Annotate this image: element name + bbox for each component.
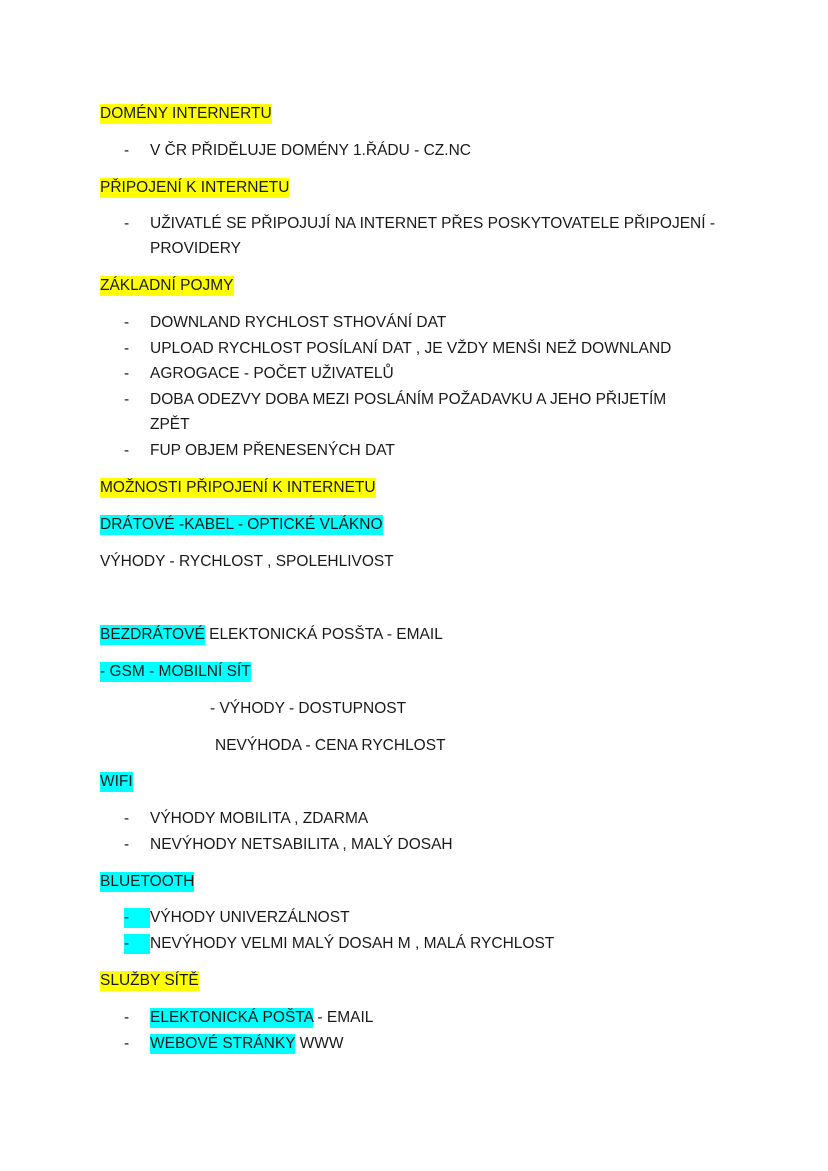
wireless-line: [100, 625, 443, 645]
list-item: AGROGACE - POČET UŽIVATELŮ: [150, 365, 394, 382]
heading-connection-text: PŘIPOJENÍ K INTERNETU: [100, 179, 290, 196]
list-item: VÝHODY UNIVERZÁLNOST: [150, 909, 350, 926]
gsm-cons: NEVÝHODA - CENA RYCHLOST: [215, 737, 446, 754]
heading-basics-text: ZÁKLADNÍ POJMY: [100, 277, 234, 294]
service-web-highlight: WEBOVÉ STRÁNKY: [150, 1035, 296, 1052]
heading-options-text: MOŽNOSTI PŘIPOJENÍ K INTERNETU: [100, 479, 376, 496]
list-item: NEVÝHODY NETSABILITA , MALÝ DOSAH: [150, 836, 453, 853]
list-item-continuation: PROVIDERY: [150, 240, 242, 257]
heading-gsm-text: - GSM - MOBILNÍ SÍT: [100, 663, 251, 680]
list-item: UPLOAD RYCHLOST POSÍLANÍ DAT , JE VŽDY MENŠI NEŽ DOWNLAND: [150, 340, 672, 357]
heading-options: [100, 478, 376, 498]
bullet-dash: -: [124, 142, 130, 159]
list-item: V ČR PŘIDĚLUJE DOMÉNY 1.ŘÁDU - CZ.NC: [150, 142, 471, 159]
bullet-dash: -: [124, 215, 130, 232]
bullet-dash: -: [124, 810, 130, 827]
heading-wifi-text: WIFI: [100, 773, 133, 790]
bullet-dash-highlighted: -: [124, 908, 150, 928]
heading-wireless-text: BEZDRÁTOVÉ: [100, 626, 205, 643]
bullet-dash: -: [124, 340, 130, 357]
bullet-dash: -: [124, 391, 130, 408]
bullet-dash: -: [124, 442, 130, 459]
heading-basics: [100, 276, 234, 296]
heading-wired: [100, 515, 383, 535]
gsm-pros: - VÝHODY - DOSTUPNOST: [210, 700, 407, 717]
bullet-dash: -: [124, 1035, 130, 1052]
wired-pros: VÝHODY - RYCHLOST , SPOLEHLIVOST: [100, 553, 394, 570]
heading-connection: [100, 178, 289, 198]
heading-bluetooth: [100, 872, 194, 892]
service-web-rest: WWW: [295, 1035, 344, 1052]
list-item-continuation: ZPĚT: [150, 416, 190, 433]
heading-domains-text: DOMÉNY INTERNERTU: [100, 105, 272, 122]
wireless-rest-text: ELEKTONICKÁ POSŠTA - EMAIL: [204, 626, 443, 643]
list-item: [150, 1034, 343, 1054]
bullet-dash-highlighted: -: [124, 934, 150, 954]
service-email-rest: - EMAIL: [313, 1009, 374, 1026]
bullet-dash: -: [124, 365, 130, 382]
list-item: NEVÝHODY VELMI MALÝ DOSAH M , MALÁ RYCHLOST: [150, 935, 555, 952]
service-email-highlight: ELEKTONICKÁ POŠTA: [150, 1009, 314, 1026]
bullet-dash: -: [124, 1009, 130, 1026]
bullet-dash: -: [124, 314, 130, 331]
heading-services-text: SLUŽBY SÍTĚ: [100, 972, 199, 989]
heading-bluetooth-text: BLUETOOTH: [100, 873, 195, 890]
list-item: FUP OBJEM PŘENESENÝCH DAT: [150, 442, 395, 459]
heading-services: [100, 971, 199, 991]
heading-wired-text: DRÁTOVÉ -KABEL - OPTICKÉ VLÁKNO: [100, 516, 383, 533]
heading-wifi: [100, 772, 133, 792]
list-item: DOWNLAND RYCHLOST STHOVÁNÍ DAT: [150, 314, 447, 331]
list-item: UŽIVATLÉ SE PŘIPOJUJÍ NA INTERNET PŘES POSKYTOVATELE PŘIPOJENÍ -: [150, 215, 716, 232]
heading-domains: [100, 104, 272, 124]
list-item: DOBA ODEZVY DOBA MEZI POSLÁNÍM POŽADAVKU A JEHO PŘIJETÍM: [150, 391, 667, 408]
list-item: VÝHODY MOBILITA , ZDARMA: [150, 810, 369, 827]
bullet-dash: -: [124, 836, 130, 853]
heading-gsm: [100, 662, 251, 682]
list-item: [150, 1008, 373, 1028]
